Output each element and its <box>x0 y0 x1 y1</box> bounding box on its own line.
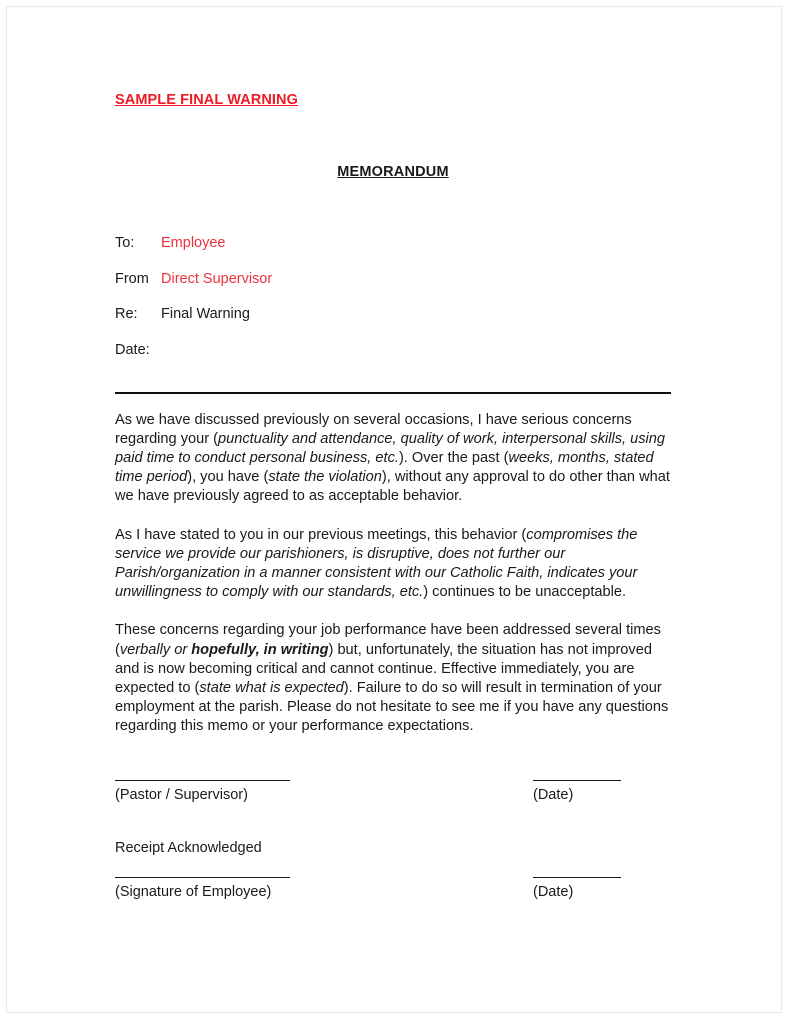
body-paragraph-2 <box>115 526 671 602</box>
paragraph-3-text-c: ). Failure to do so will result in termination of your employment at the parish. Please do not hesitate to see me if you have any questions regarding this memo or your performance expectations. <box>115 679 669 734</box>
paragraph-1-italic-c: state the violation <box>268 469 382 486</box>
supervisor-signature-line[interactable] <box>115 780 290 781</box>
paragraph-1-italic-b: weeks, months, stated time period <box>115 450 654 486</box>
body-paragraph-1 <box>115 411 671 506</box>
supervisor-date-line[interactable] <box>533 780 621 781</box>
paragraph-2-italic-a: compromises the service we provide our parishioners, is disruptive, does not further our Parish/organization in a manner consistent with our Catholic Faith, indicates your unwillingness to comply with our standards, etc. <box>115 526 638 601</box>
supervisor-signature-group <box>115 780 671 840</box>
memo-header-fields <box>115 234 671 376</box>
memo-field-re <box>115 305 671 341</box>
supervisor-signature-caption: (Pastor / Supervisor) <box>115 787 248 803</box>
signature-block <box>115 780 671 910</box>
employee-signature-line[interactable] <box>115 877 290 878</box>
memo-field-date-label: Date: <box>115 341 150 358</box>
paragraph-1-text-d: ), without any approval to do other than what we have previously agreed to as acceptable behavior. <box>115 469 670 505</box>
memo-field-re-value: Final Warning <box>161 306 250 322</box>
memo-field-to <box>115 234 671 270</box>
paragraph-1-text-c: ), you have ( <box>187 469 269 486</box>
memo-field-to-value: Employee <box>161 235 226 251</box>
paragraph-1-text-a: As we have discussed previously on several occasions, I have serious concerns regarding your ( <box>115 412 632 448</box>
paragraph-3-text-b: ) but, unfortunately, the situation has not improved and is now becoming critical and cannot continue. Effective immediately, you are expected to ( <box>115 641 652 696</box>
memo-field-to-label: To: <box>115 235 135 251</box>
header-divider-rule <box>115 392 671 394</box>
body-paragraph-3 <box>115 621 671 736</box>
memo-field-date <box>115 341 671 377</box>
receipt-acknowledged-label: Receipt Acknowledged <box>115 840 262 856</box>
paragraph-1-text-b: ). Over the past ( <box>398 450 509 467</box>
memo-body <box>115 411 671 755</box>
paragraph-3-italic-b: state what is expected <box>199 679 344 696</box>
paragraph-3-italic-a: verbally or <box>119 641 192 658</box>
memo-field-from-label: From <box>115 270 149 287</box>
paragraph-3-text-a: These concerns regarding your job performance have been addressed several times ( <box>115 622 661 658</box>
memo-field-from-value: Direct Supervisor <box>161 270 273 287</box>
memo-field-from <box>115 270 671 306</box>
paragraph-2-text-a: As I have stated to you in our previous meetings, this behavior ( <box>115 526 527 543</box>
paragraph-3-bold-italic: hopefully, in writing <box>191 641 329 658</box>
paragraph-2-text-b: ) continues to be unacceptable. <box>423 584 627 601</box>
supervisor-date-caption: (Date) <box>533 787 574 803</box>
memo-field-re-label: Re: <box>115 306 138 322</box>
page-title: SAMPLE FINAL WARNING <box>115 92 298 108</box>
employee-signature-caption: (Signature of Employee) <box>115 884 272 900</box>
employee-signature-group <box>115 840 671 910</box>
employee-date-caption: (Date) <box>533 884 574 900</box>
employee-date-line[interactable] <box>533 877 621 878</box>
memorandum-heading: MEMORANDUM <box>337 164 449 180</box>
paragraph-1-italic-a: punctuality and attendance, quality of work, interpersonal skills, using paid time to conduct personal business, etc. <box>115 431 666 467</box>
